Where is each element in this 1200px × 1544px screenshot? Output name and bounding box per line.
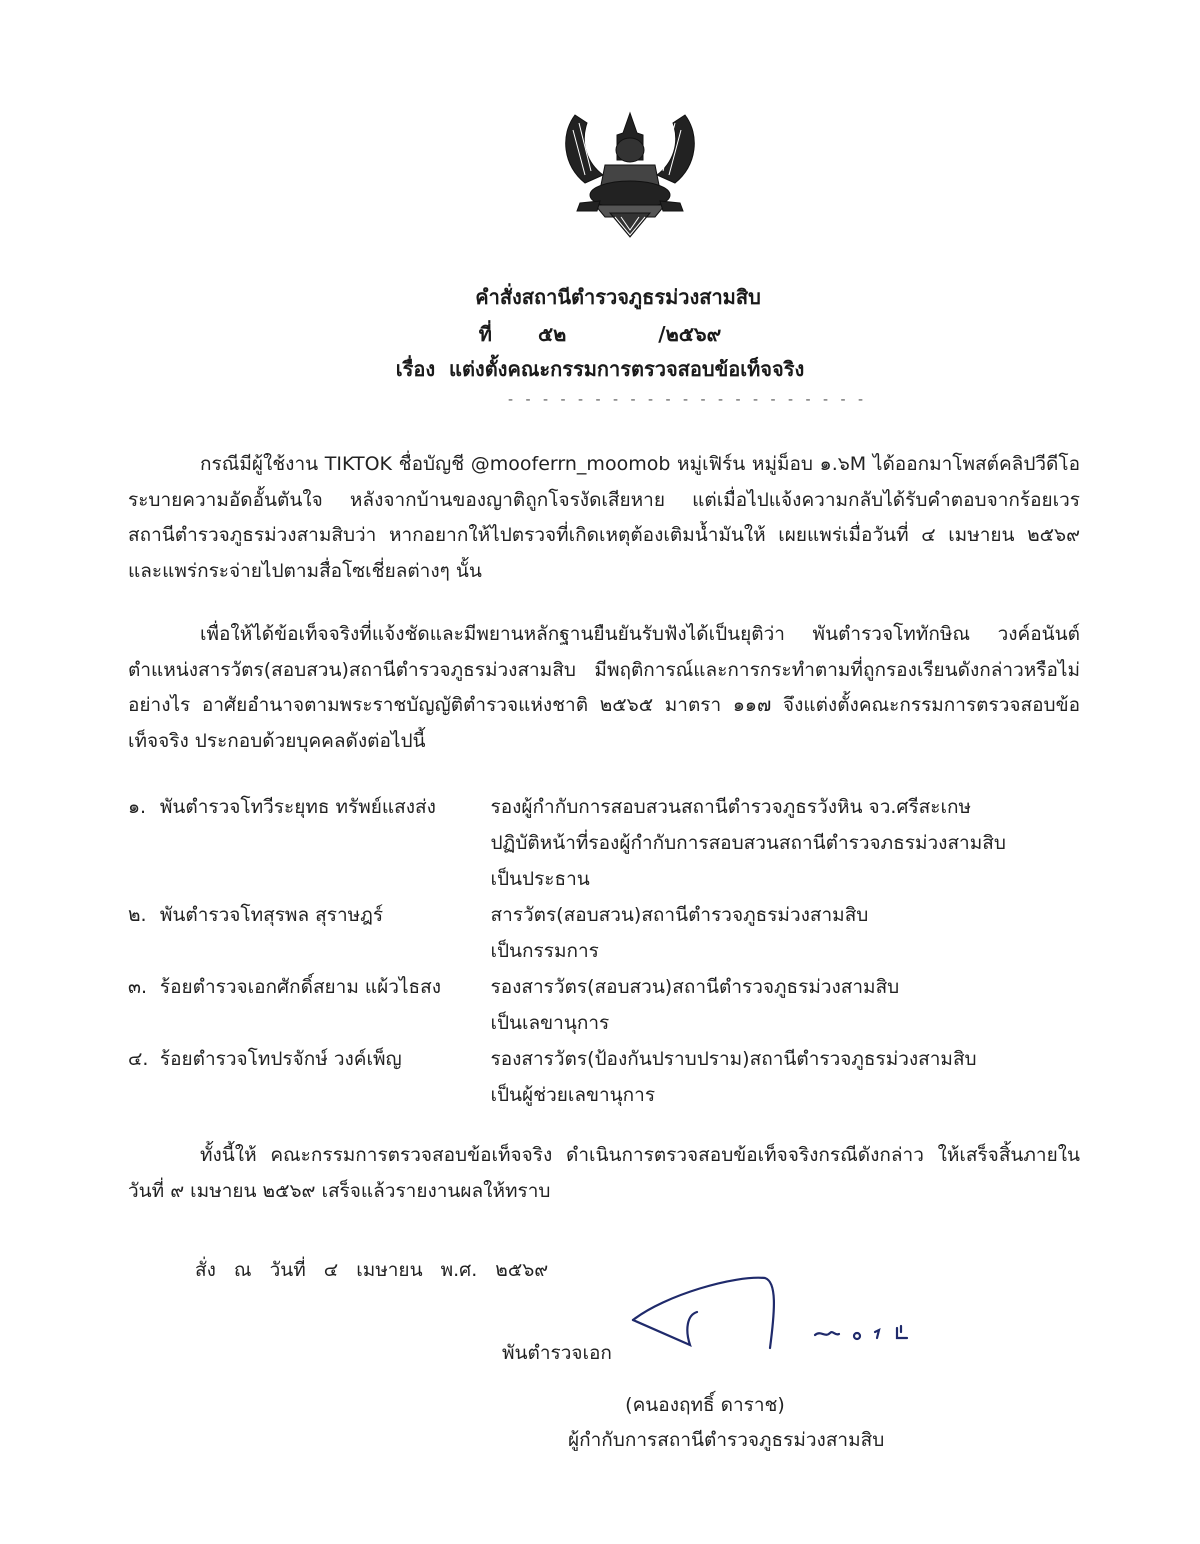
signer-name: (คนองฤทธิ์ ดาราช)	[625, 1394, 785, 1416]
committee-member	[128, 969, 1088, 1041]
order-date: สั่ง ณ วันที่ ๔ เมษายน พ.ศ. ๒๕๖๙	[195, 1259, 549, 1281]
member-number: ๓.	[128, 976, 148, 998]
subject-label: เรื่อง	[395, 357, 436, 381]
member-number: ๔.	[128, 1048, 149, 1070]
member-role-line: เป็นเลขานุการ	[490, 1012, 610, 1034]
committee-member	[128, 897, 1088, 969]
paragraph-deadline	[128, 1138, 1080, 1209]
member-name: ร้อยตำรวจโทปรจักษ์ วงค์เพ็ญ	[159, 1048, 402, 1070]
member-role	[491, 1041, 1089, 1113]
paragraph-incident	[128, 447, 1080, 589]
member-role	[491, 897, 1089, 969]
member-number: ๒.	[128, 904, 147, 926]
committee-members-list	[128, 789, 1088, 1113]
member-role-line: เป็นผู้ช่วยเลขานุการ	[490, 1084, 656, 1106]
member-role-line: ปฏิบัติหน้าที่รองผู้กำกับการสอบสวนสถานีตำรวจภธรม่วงสามสิบ	[490, 832, 1006, 854]
member-role-line: เป็นประธาน	[490, 868, 590, 890]
committee-member	[128, 789, 1088, 897]
paragraph-authority	[128, 617, 1080, 759]
paragraph-authority-text: เพื่อให้ได้ข้อเท็จจริงที่แจ้งชัดและมีพยานหลักฐานยืนยันรับฟังได้เป็นยุติว่า พันตำรวจโททักษิณ วงค์อนันต์ ตำแหน่งสารวัตร(สอบสวน)สถานีตำรวจภูธรม่วงสามสิบ มีพฤติการณ์และการกระทำตามที่ถูกรองเรียนดังกล่าวหรือไม่ อย่างไร อาศัยอำนาจตามพระราชบัญญัติตำรวจแห่งชาติ ๒๕๖๕ มาตรา ๑๑๗ จึงแต่งตั้งคณะกรรมการตรวจสอบข้อเท็จจริง ประกอบด้วยบุคคลดังต่อไปนี้	[128, 623, 1080, 752]
committee-member	[128, 1041, 1088, 1113]
member-name: ร้อยตำรวจเอกศักดิ์สยาม แผ้วไธสง	[159, 976, 441, 998]
member-role-line: รองสารวัตร(ป้องกันปราบปราม)สถานีตำรวจภูธรม่วงสามสิบ	[490, 1048, 977, 1070]
member-role-line: รองสารวัตร(สอบสวน)สถานีตำรวจภูธรม่วงสามสิบ	[490, 976, 900, 998]
paragraph-deadline-text: ทั้งนี้ให้ คณะกรรมการตรวจสอบข้อเท็จจริง ดำเนินการตรวจสอบข้อเท็จจริงกรณีดังกล่าว ให้เสร็จสิ้นภายในวันที่ ๙ เมษายน ๒๕๖๙ เสร็จแล้วรายงานผลให้ทราบ	[128, 1144, 1080, 1202]
number-year: /๒๕๖๙	[658, 322, 722, 346]
separator-line: - - - - - - - - - - - - - - - - - - - - -	[508, 392, 868, 408]
member-role-line: รองผู้กำกับการสอบสวนสถานีตำรวจภูธรวังหิน จว.ศรีสะเกษ	[490, 796, 971, 818]
member-role-line: เป็นกรรมการ	[490, 940, 599, 962]
document-title: คำสั่งสถานีตำรวจภูธรม่วงสามสิบ	[475, 285, 761, 309]
paragraph-incident-text: กรณีมีผู้ใช้งาน TIKTOK ชื่อบัญชี @mooferrn_moomob หมู่เฟิร์น หมู่ม็อบ ๑.๖M ได้ออกมาโพสต์คลิปวีดีโอระบายความอัดอั้นตันใจ หลังจากบ้านของญาติถูกโจรงัดเสียหาย แต่เมื่อไปแจ้งความกลับได้รับคำตอบจากร้อยเวร สถานีตำรวจภูธรม่วงสามสิบว่า หากอยากให้ไปตรวจที่เกิดเหตุต้องเติมน้ำมันให้ เผยแพร่เมื่อวันที่ ๔ เมษายน ๒๕๖๙ และแพร่กระจ่ายไปตามสื่อโซเชี่ยลต่างๆ นั้น	[128, 453, 1080, 582]
member-role	[491, 789, 1089, 897]
number-label: ที่	[478, 322, 492, 346]
document-number	[0, 318, 1200, 350]
signer-rank: พันตำรวจเอก	[502, 1342, 612, 1364]
subject-text: แต่งตั้งคณะกรรมการตรวจสอบข้อเท็จจริง	[449, 357, 805, 381]
document-subject	[0, 353, 1200, 385]
member-name: พันตำรวจโทสุรพล สุราษฎร์	[159, 904, 384, 926]
signer-position: ผู้กำกับการสถานีตำรวจภูธรม่วงสามสิบ	[568, 1429, 885, 1451]
member-role-line: สารวัตร(สอบสวน)สถานีตำรวจภูธรม่วงสามสิบ	[490, 904, 869, 926]
number-value: ๕๒	[537, 322, 567, 346]
garuda-emblem-icon	[555, 105, 705, 240]
member-name: พันตำรวจโทวีระยุทธ ทรัพย์แสงส่ง	[159, 796, 436, 818]
member-number: ๑.	[128, 796, 147, 818]
member-role	[491, 969, 1089, 1041]
handwritten-signature-icon	[625, 1270, 925, 1355]
